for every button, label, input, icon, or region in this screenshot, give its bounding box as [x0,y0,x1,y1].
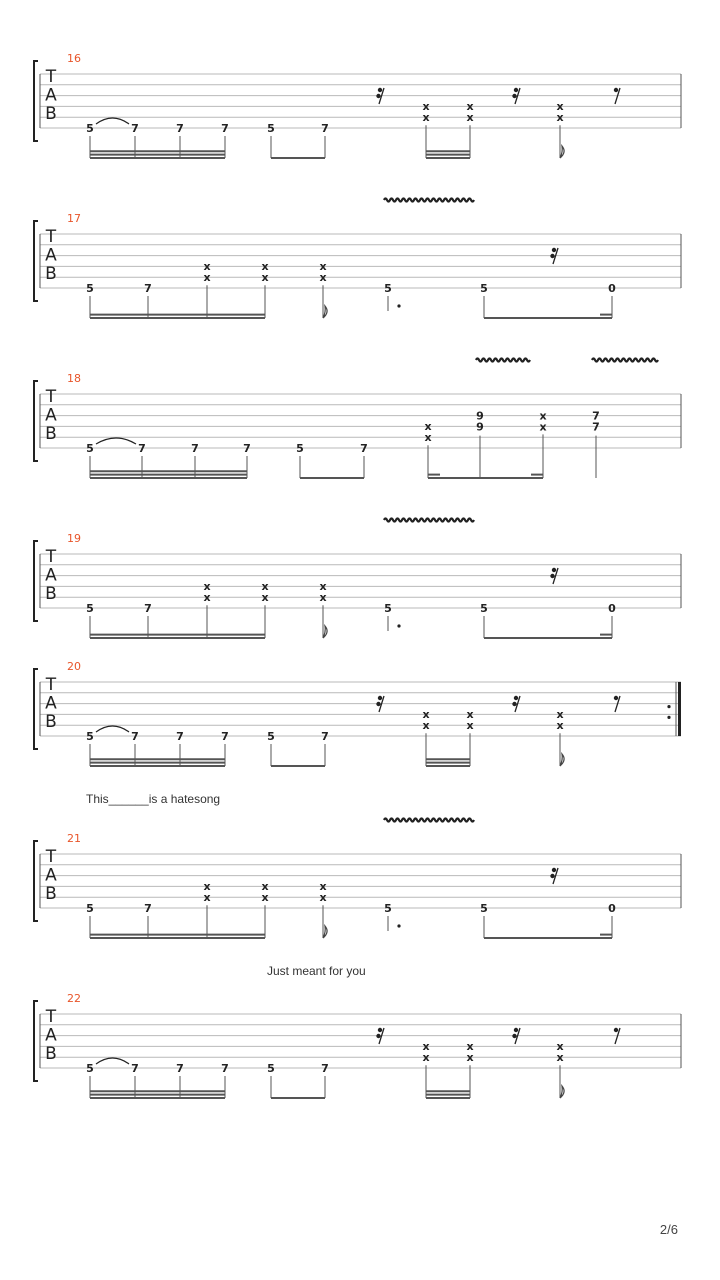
fret-number: 7 [144,602,152,615]
tie-arc [96,1058,129,1064]
lyric-line-1: This______is a hatesong [86,792,221,806]
dead-note: x [422,100,430,114]
tab-clef-letter: T [45,547,57,567]
fret-number: 0 [608,902,616,915]
fret-number: 9 [476,409,484,423]
tab-clef-letter: A [45,565,57,586]
fret-number: 7 [221,122,229,135]
dead-note: x [539,420,547,434]
rhythm-dot [397,624,400,627]
vibrato-mark [592,359,658,362]
rhythm-dot [397,924,400,927]
measure-number: 16 [67,52,81,65]
dead-note: x [261,591,269,605]
fret-number: 7 [360,442,368,455]
note-flag [323,926,327,938]
fret-number: 5 [267,730,275,743]
fret-number: 7 [191,442,199,455]
dead-note: x [466,719,474,733]
tab-clef-letter: A [45,245,57,266]
dead-note: x [319,580,327,594]
repeat-dot [667,716,670,719]
tab-clef-letter: B [45,104,57,124]
tab-clef-letter: A [45,693,57,714]
lyric-line-2: Just meant for you [267,964,366,978]
rest-dot [552,568,556,572]
tie-arc [96,118,129,124]
system-bracket [34,221,38,301]
tie-arc [96,726,129,732]
rest-dot [376,94,380,98]
fret-number: 7 [321,122,329,135]
fret-number: 5 [384,282,392,295]
fret-number: 7 [221,1062,229,1075]
rest-dot [512,94,516,98]
fret-number: 5 [296,442,304,455]
dead-note: x [556,111,564,125]
tab-clef-letter: T [45,227,57,247]
dead-note: x [422,719,430,733]
tab-clef-letter: B [45,1044,57,1064]
tab-clef-letter: A [45,1025,57,1046]
tab-system [34,819,681,939]
tab-clef-letter: T [45,67,57,87]
fret-number: 7 [138,442,146,455]
dead-note: x [319,260,327,274]
fret-number: 0 [608,282,616,295]
rest-dot [378,696,382,700]
fret-number: 7 [144,282,152,295]
fret-number: 7 [592,409,600,423]
dead-note: x [203,580,211,594]
measure-number: 19 [67,532,81,545]
fret-number: 5 [86,122,94,135]
tab-clef-letter: A [45,85,57,106]
system-bracket [34,61,38,141]
fret-number: 5 [86,602,94,615]
note-flag [560,146,564,158]
note-flag [323,626,327,638]
dead-note: x [261,880,269,894]
measure-number: 17 [67,212,81,225]
rest-dot [378,88,382,92]
note-flag [560,1086,564,1098]
rest-dot [376,1034,380,1038]
fret-number: 5 [267,1062,275,1075]
tab-system [34,519,681,639]
fret-number: 7 [176,730,184,743]
fret-number: 5 [480,602,488,615]
fret-number: 5 [86,442,94,455]
dead-note: x [466,111,474,125]
dead-note: x [261,891,269,905]
tab-system [34,359,681,479]
tab-clef-letter: B [45,424,57,444]
tab-clef-letter: A [45,405,57,426]
tab-clef-letter: T [45,387,57,407]
system-bracket [34,381,38,461]
rest-dot [552,868,556,872]
fret-number: 7 [176,122,184,135]
dead-note: x [556,1051,564,1065]
fret-number: 7 [221,730,229,743]
dead-note: x [556,100,564,114]
system-bracket [34,1001,38,1081]
tab-system [34,660,681,766]
rhythm-dot [397,304,400,307]
fret-number: 7 [243,442,251,455]
dead-note: x [203,591,211,605]
rest-dot [550,574,554,578]
fret-number: 7 [131,1062,139,1075]
rest-dot [514,696,518,700]
vibrato-mark [384,199,474,202]
fret-number: 5 [384,602,392,615]
dead-note: x [261,271,269,285]
dead-note: x [261,580,269,594]
dead-note: x [556,1040,564,1054]
rest-dot [550,874,554,878]
dead-note: x [319,591,327,605]
fret-number: 5 [86,902,94,915]
rest-dot [376,702,380,706]
dead-note: x [422,708,430,722]
rest-dot [550,254,554,258]
measure-number: 22 [67,992,81,1005]
rest-dot [614,88,618,92]
repeat-dot [667,705,670,708]
fret-number: 5 [86,1062,94,1075]
tab-clef-letter: A [45,865,57,886]
system-bracket [34,541,38,621]
rest-dot [514,88,518,92]
tab-clef-letter: B [45,584,57,604]
dead-note: x [466,1040,474,1054]
dead-note: x [319,891,327,905]
rest-dot [614,696,618,700]
measure-number: 21 [67,832,81,845]
fret-number: 7 [321,730,329,743]
system-bracket [34,669,38,749]
fret-number: 5 [86,730,94,743]
dead-note: x [261,260,269,274]
fret-number: 7 [321,1062,329,1075]
dead-note: x [556,719,564,733]
dead-note: x [203,260,211,274]
fret-number: 5 [384,902,392,915]
fret-number: 5 [480,902,488,915]
measure-number: 18 [67,372,81,385]
tab-clef-letter: B [45,884,57,904]
rest-dot [378,1028,382,1032]
system-bracket [34,841,38,921]
note-flag [560,754,564,766]
tab-system [34,992,681,1098]
fret-number: 7 [176,1062,184,1075]
tab-clef-letter: T [45,675,57,695]
rest-dot [614,1028,618,1032]
vibrato-mark [384,819,474,822]
page-number: 2/6 [659,1222,678,1237]
fret-number: 5 [480,282,488,295]
dead-note: x [466,100,474,114]
tab-clef-letter: B [45,712,57,732]
dead-note: x [203,271,211,285]
fret-number: 0 [608,602,616,615]
tab-system [34,52,681,158]
dead-note: x [319,880,327,894]
dead-note: x [422,111,430,125]
rest-dot [512,702,516,706]
fret-number: 7 [131,730,139,743]
tab-clef-letter: B [45,264,57,284]
rest-dot [512,1034,516,1038]
tab-clef-letter: T [45,847,57,867]
dead-note: x [556,708,564,722]
tie-arc [96,438,136,444]
fret-number: 7 [592,420,600,434]
measure-number: 20 [67,660,81,673]
dead-note: x [203,891,211,905]
fret-number: 5 [86,282,94,295]
dead-note: x [539,409,547,423]
note-flag [323,306,327,318]
dead-note: x [424,420,432,434]
dead-note: x [466,1051,474,1065]
fret-number: 5 [267,122,275,135]
dead-note: x [319,271,327,285]
dead-note: x [466,708,474,722]
vibrato-mark [476,359,530,362]
rest-dot [552,248,556,252]
fret-number: 9 [476,420,484,434]
dead-note: x [422,1051,430,1065]
dead-note: x [424,431,432,445]
tab-system [34,199,681,319]
rest-dot [514,1028,518,1032]
dead-note: x [422,1040,430,1054]
fret-number: 7 [144,902,152,915]
fret-number: 7 [131,122,139,135]
vibrato-mark [384,519,474,522]
dead-note: x [203,880,211,894]
tab-clef-letter: T [45,1007,57,1027]
